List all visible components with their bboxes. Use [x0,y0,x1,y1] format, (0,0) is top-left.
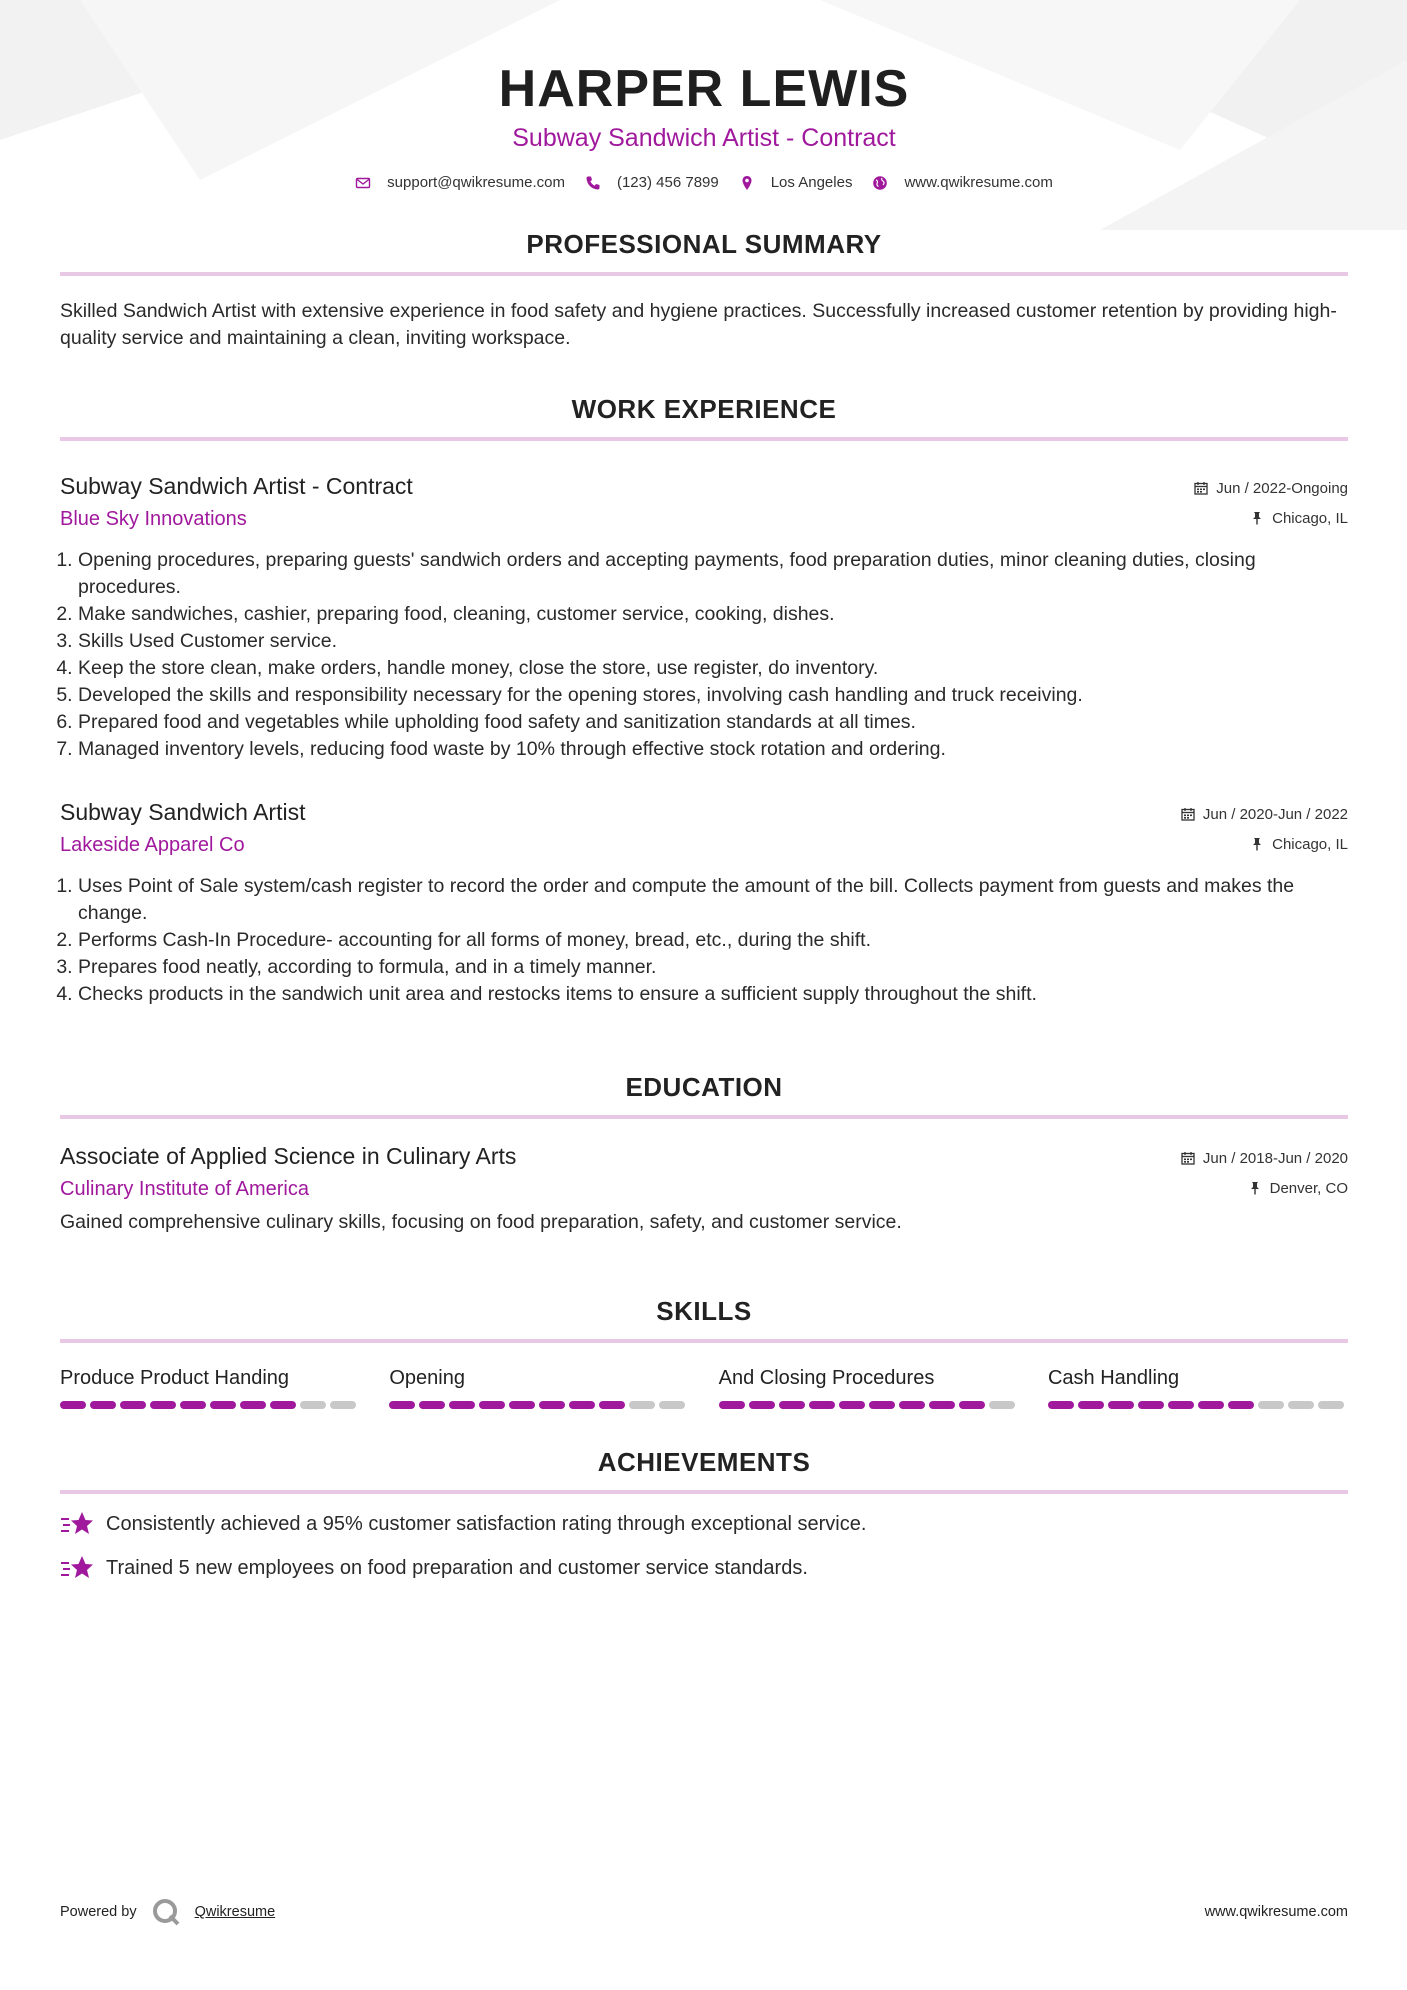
skill-dot-filled [839,1401,865,1409]
skill-dot-filled [719,1401,745,1409]
skill-dot-filled [899,1401,925,1409]
skill-dot-filled [509,1401,535,1409]
job-entry [60,471,1348,763]
skill-dot-filled [1078,1401,1104,1409]
contact-location [739,174,853,191]
education-heading: EDUCATION [60,1072,1348,1119]
skill-dot-filled [150,1401,176,1409]
contact-website[interactable] [872,174,1052,191]
job-entry [60,797,1348,1008]
experience-section [60,394,1348,1008]
pushpin-icon [1250,511,1264,525]
summary-text: Skilled Sandwich Artist with extensive experience in food safety and hygiene practices. Successfully increased customer retention by providing high-quality service and maintaining a clean, inviting workspace. [60,300,1337,349]
job-date [1181,801,1348,827]
skill-dot-empty [1288,1401,1314,1409]
skill-dot-filled [1228,1401,1254,1409]
pushpin-icon [1248,1181,1262,1195]
achievement-item [60,1554,1348,1582]
skill-dot-filled [240,1401,266,1409]
skill-level-bar [60,1401,360,1409]
skill-dot-filled [959,1401,985,1409]
star-icon [60,1554,94,1582]
footer-website-link[interactable]: www.qwikresume.com [1204,1904,1348,1920]
education-location-text: Denver, CO [1269,1179,1348,1197]
star-icon [60,1510,94,1538]
powered-by-label: Powered by [60,1904,137,1920]
skill-dot-filled [599,1401,625,1409]
skill-dot-filled [449,1401,475,1409]
skill-dot-empty [330,1401,356,1409]
degree-title: Associate of Applied Science in Culinary Arts [60,1143,517,1169]
calendar-icon [1181,1151,1195,1165]
job-title: Subway Sandwich Artist [60,799,306,825]
contact-bar [60,174,1348,191]
list-item: 1. Opening procedures, preparing guests' sandwich orders and accepting payments, food preparation duties, minor cleaning duties, closing procedures. [78,547,1348,601]
skill-dot-filled [479,1401,505,1409]
skill-dot-filled [270,1401,296,1409]
contact-phone[interactable] [585,174,719,191]
skill-name: Produce Product Handing [60,1367,290,1389]
skills-heading: SKILLS [60,1296,1348,1343]
skill-level-bar [389,1401,689,1409]
footer [60,1897,1348,1927]
achievements-heading: ACHIEVEMENTS [60,1447,1348,1494]
calendar-icon [1194,481,1208,495]
pushpin-icon [1250,837,1264,851]
qwikresume-logo-icon [151,1897,181,1927]
education-section [60,1072,1348,1236]
list-item: 3. Prepares food neatly, according to formula, and in a timely manner. [78,954,1348,981]
education-location [1181,1175,1348,1201]
skill-dot-empty [989,1401,1015,1409]
contact-website-text: www.qwikresume.com [904,174,1053,191]
skill-dot-filled [180,1401,206,1409]
skill-name: Opening [389,1367,465,1389]
resume-header [60,0,1348,191]
skill-dot-filled [1108,1401,1134,1409]
experience-heading: WORK EXPERIENCE [60,394,1348,441]
contact-email-text: support@qwikresume.com [387,174,565,191]
skill-dot-empty [300,1401,326,1409]
skill-dot-empty [659,1401,685,1409]
list-item: 2. Performs Cash-In Procedure- accounting for all forms of money, bread, etc., during the shift. [78,927,1348,954]
map-pin-icon [739,175,755,191]
skill-dot-empty [1318,1401,1344,1409]
phone-icon [585,175,601,191]
education-description: Gained comprehensive culinary skills, focusing on food preparation, safety, and customer service. [60,1211,902,1233]
skills-list [60,1365,1348,1409]
resume-page [60,0,1348,1582]
skill-dot-filled [60,1401,86,1409]
job-company: Lakeside Apparel Co [60,834,245,856]
job-title: Subway Sandwich Artist - Contract [60,473,413,499]
skill-dot-empty [629,1401,655,1409]
job-duties-list [60,873,1348,1008]
skill-dot-filled [1048,1401,1074,1409]
skill-item [719,1365,1019,1409]
skill-dot-filled [809,1401,835,1409]
job-date-text: Jun / 2022-Ongoing [1216,479,1348,497]
candidate-name: HARPER LEWIS [498,60,910,118]
skill-item [389,1365,689,1409]
achievements-section [60,1447,1348,1582]
skill-dot-filled [869,1401,895,1409]
skill-item [1048,1365,1348,1409]
skill-dot-empty [1258,1401,1284,1409]
achievement-text: Consistently achieved a 95% customer satisfaction rating through exceptional service. [106,1513,867,1535]
skill-dot-filled [929,1401,955,1409]
skill-dot-filled [1198,1401,1224,1409]
list-item: 3. Skills Used Customer service. [78,628,1348,655]
skill-dot-filled [389,1401,415,1409]
globe-icon [872,175,888,191]
education-entry [60,1141,1348,1236]
school-name: Culinary Institute of America [60,1178,309,1200]
list-item: 6. Prepared food and vegetables while upholding food safety and sanitization standards at all times. [78,709,1348,736]
skill-dot-filled [1138,1401,1164,1409]
candidate-title: Subway Sandwich Artist - Contract [512,124,896,152]
contact-phone-text: (123) 456 7899 [616,174,719,191]
skill-dot-filled [569,1401,595,1409]
job-date-text: Jun / 2020-Jun / 2022 [1202,805,1348,823]
skills-section [60,1296,1348,1409]
calendar-icon [1181,807,1195,821]
list-item: 4. Keep the store clean, make orders, handle money, close the store, use register, do inventory. [78,655,1348,682]
job-location-text: Chicago, IL [1272,835,1348,853]
job-location-text: Chicago, IL [1272,509,1348,527]
skill-dot-filled [779,1401,805,1409]
job-duties-list [60,547,1348,763]
skill-dot-filled [1168,1401,1194,1409]
list-item: 1. Uses Point of Sale system/cash register to record the order and compute the amount of the bill. Collects payment from guests and makes the change. [78,873,1348,927]
skill-level-bar [1048,1401,1348,1409]
education-date [1181,1145,1348,1171]
contact-email[interactable] [355,174,565,191]
summary-section [60,229,1348,352]
education-date-text: Jun / 2018-Jun / 2020 [1202,1149,1348,1167]
skill-dot-filled [749,1401,775,1409]
skill-dot-filled [539,1401,565,1409]
achievement-text: Trained 5 new employees on food preparation and customer service standards. [106,1557,808,1579]
skill-dot-filled [419,1401,445,1409]
job-location [1194,505,1348,531]
contact-location-text: Los Angeles [770,174,853,191]
job-location [1181,831,1348,857]
list-item: 2. Make sandwiches, cashier, preparing food, cleaning, customer service, cooking, dishes. [78,601,1348,628]
list-item: 4. Checks products in the sandwich unit area and restocks items to ensure a sufficient supply throughout the shift. [78,981,1348,1008]
envelope-icon [355,175,371,191]
brand-link[interactable]: Qwikresume [194,1904,276,1920]
skill-dot-filled [120,1401,146,1409]
skill-dot-filled [210,1401,236,1409]
skill-level-bar [719,1401,1019,1409]
summary-heading: PROFESSIONAL SUMMARY [60,229,1348,276]
list-item: 7. Managed inventory levels, reducing food waste by 10% through effective stock rotation and ordering. [78,736,1348,763]
skill-name: And Closing Procedures [718,1367,935,1389]
skill-dot-filled [90,1401,116,1409]
list-item: 5. Developed the skills and responsibility necessary for the opening stores, involving cash handling and truck receiving. [78,682,1348,709]
skill-item [60,1365,360,1409]
achievement-item [60,1510,1348,1538]
job-company: Blue Sky Innovations [60,508,247,530]
job-date [1194,475,1348,501]
skill-name: Cash Handling [1047,1367,1180,1389]
